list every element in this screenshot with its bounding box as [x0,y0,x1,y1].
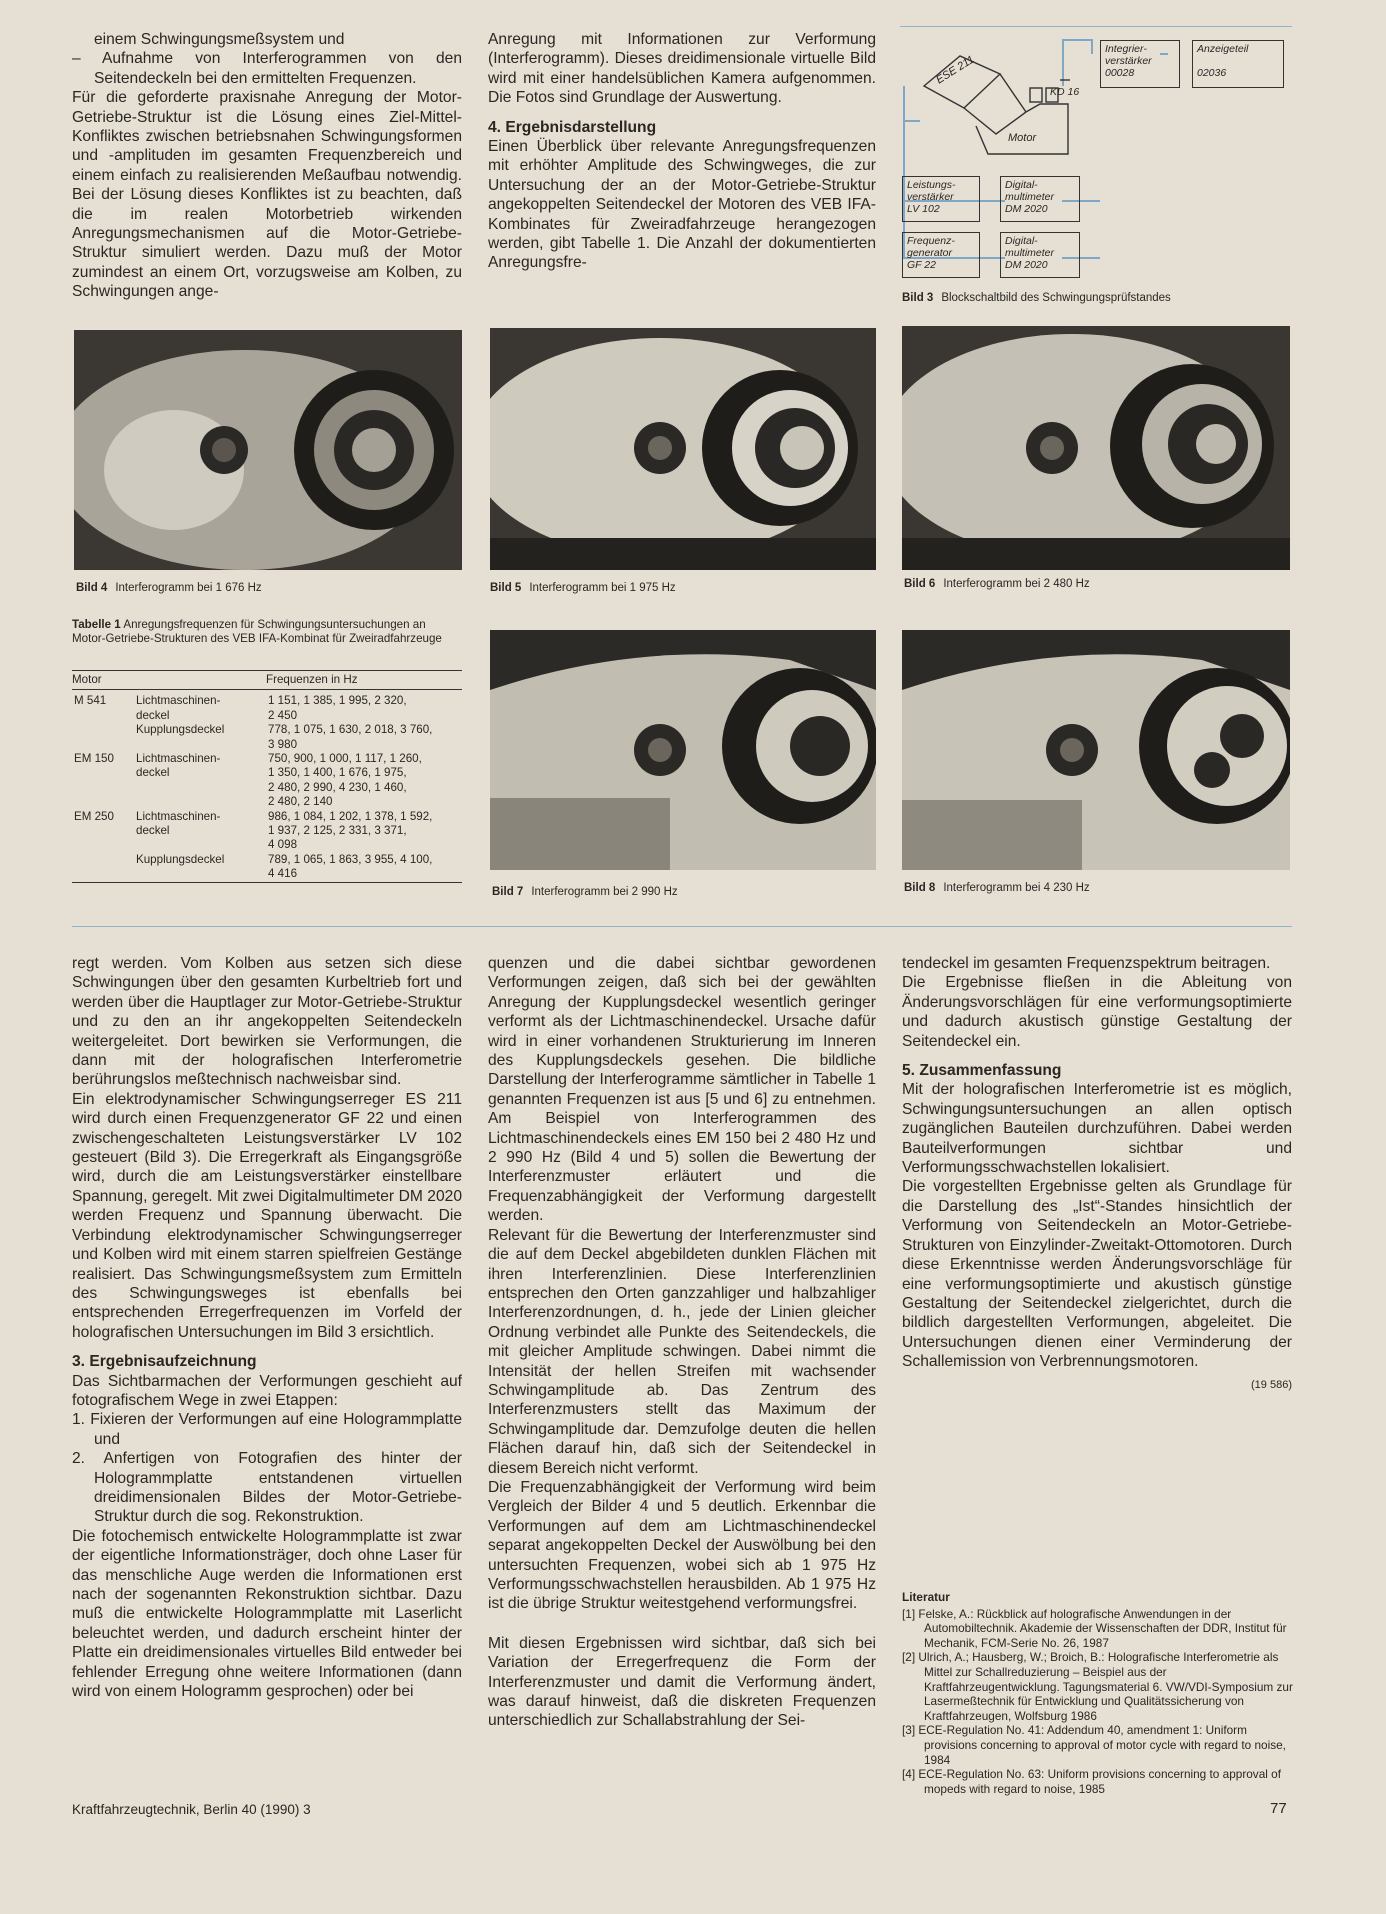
interferogram-photo [902,326,1290,570]
figure-caption [904,882,1090,894]
journal-footer: Kraftfahrzeugtechnik, Berlin 40 (1990) 3 [72,1802,311,1817]
table-row [72,752,462,810]
table-row [72,694,462,723]
display-unit-box: Anzeigeteil 02036 [1192,40,1284,88]
table-cell: Lichtmaschinen- deckel [136,694,221,722]
table-cell: Lichtmaschinen- deckel [136,752,221,780]
article-code: (19 586) [1251,1378,1292,1391]
reference-item: [4] ECE-Regulation No. 63: Uniform provisions concerning to approval of mopeds with regard to noise, 1985 [902,1767,1282,1796]
table-row [72,810,462,853]
table-cell: EM 250 [74,809,114,823]
paragraph: tendeckel im gesamten Frequenzspektrum beitragen. [902,955,1271,972]
paragraph: quenzen und die dabei sichtbar gewordenen Verformungen zeigen, daß sich bei der gewählten Anregung der Kupplungsdeckel wesentlich geringer verformt als der Lichtmaschinendeckel. Ursache dafür wird in einer vorhandenen Strukturierung im Inneren des Kupplungsdeckels gesehen. Die bildliche Darstellung der Interferogramme sämtlicher in Tabelle 1 genannten Frequenzen ist aus [5 und 6] zu entnehmen. Am Beispiel von Interferogrammen des Lichtmaschinendeckels eines EM 150 bei 2 480 Hz und 2 990 Hz (Bild 4 und 5) sollen die Bewertung der Interferenzmuster erläutert und die Frequenzabhängigkeit der Verformung dargestellt werden. [488,955,876,1225]
paragraph: Anregung mit Informationen zur Verformung (Interferogramm). Dieses dreidimensionale virtuelle Bild wird mit einer handelsüblichen Kamera aufgenommen. Die Fotos sind Grundlage der Auswertung. [488,31,876,107]
paragraph: Relevant für die Bewertung der Interferenzmuster sind die auf dem Deckel abgebildeten dunklen Flächen mit ihren Interferenzlinien. Diese Interferenzlinien entsprechen den Orten ganzzahliger und halbzahliger Interferenzordnungen, d. h., jede der Linien gleicher Ordnung verbindet alle Punkte des Seitendeckels, die mit gleicher Amplitude schwingen. Dabei nimmt die Intensität der hellen Streifen mit wachsender Schwingamplitude ab. Das Zentrum des Interferenzmusters stellt das Maximum der Schwingamplitude dar. Demzufolge deuten die hellen Flächen darauf hin, daß sich der Seitendeckel in diesem Bereich nicht verformt. [488,1226,876,1477]
integrating-amplifier-box: Integrier- verstärker 00028 [1100,40,1180,88]
figure-caption-text: Interferogramm bei 2 480 Hz [943,578,1090,590]
col2-bottom [488,954,876,1731]
figure-caption [490,582,676,594]
multimeter-box: Digital- multimeter DM 2020 [1000,232,1080,278]
table-cell: Kupplungsdeckel [136,852,225,866]
figure-caption [492,886,678,898]
table-cell: 789, 1 065, 1 863, 3 955, 4 100, 4 416 [268,852,433,881]
power-amplifier-box: Leistungs- verstärker LV 102 [902,176,980,222]
table-cell: Kupplungsdeckel [136,723,225,737]
table-caption [72,618,462,647]
interferogram-photo [490,328,876,570]
paragraph: Einen Überblick über relevante Anregungsfrequenzen mit erhöhter Amplitude des Schwingweges, die zur Untersuchung der an der Motor-Getriebe-Struktur angekoppelten Seitendeckel der Motoren des VEB IFA-Kombinates für Zweiradfahrzeuge herangezogen werden, gibt Tabelle 1. Die Anzahl der dokumentierten Anregungsfre- [488,138,876,272]
table-header: Motor [72,673,102,686]
paragraph: Die Ergebnisse fließen in die Ableitung von Änderungsvorschlägen für eine verformungsoptimierte und dadurch akustisch günstige Gestaltung der Seitendeckel ein. [902,974,1292,1050]
figure-caption-text: Interferogramm bei 1 676 Hz [115,582,262,594]
col1-top [72,30,462,302]
references [902,1590,1294,1796]
exciter-label: ESE 211 [934,53,977,87]
figure-number: Bild 5 [490,582,522,594]
interferogram-photo [490,630,876,870]
reference-item: [2] Ulrich, A.; Hausberg, W.; Broich, B.: Holografische Interferometrie als Mittel zur Schallreduzierung – Beispiel aus der Kraftfahrzeugentwicklung. Tagungsmaterial 6. VW/VDI-Symposium zur Lasermeßtechnik für Entwicklung und Qualitätssicherung von Kraftfahrzeugen, Wolfsburg 1986 [902,1650,1293,1723]
table-number: Tabelle 1 [72,618,121,631]
frequency-table [72,670,462,883]
interferogram-image [490,630,876,870]
list-item: 1. Fixieren der Verformungen auf eine Hologrammplatte und [72,1411,462,1448]
figure-number: Bild 4 [76,582,108,594]
table-cell: 750, 900, 1 000, 1 117, 1 260, 1 350, 1 400, 1 676, 1 975, 2 480, 2 990, 4 230, 1 460, 2 480, 2 140 [268,752,422,809]
page-number: 77 [1270,1800,1287,1817]
interferogram-image [74,330,462,570]
table-cell: 986, 1 084, 1 202, 1 378, 1 592, 1 937, 2 125, 2 331, 3 371, 4 098 [268,809,433,852]
paragraph: Mit der holografischen Interferometrie ist es möglich, Schwingungsuntersuchungen an allen optisch zugänglichen Bauteilen durchzuführen. Dabei werden Bauteilverformungen sichtbar und Verformungsschwachstellen lokalisiert. [902,1081,1292,1177]
interferogram-image [902,326,1290,570]
frequency-generator-box: Frequenz- generator GF 22 [902,232,980,278]
paragraph: Die fotochemisch entwickelte Hologrammplatte ist zwar der eigentliche Informationsträger, doch ohne Laser für das menschliche Auge werden die Informationen erst nach der sogenannten Rekonstruktion sichtbar. Dazu muß die entwickelte Hologrammplatte mit Laserlicht beleuchtet werden, und dadurch erscheint hinter der Platte ein dreidimensionales virtuelles Bild entweder bei fehlender Erregung ohne weitere Informationen (dann wird von einem Hologramm gesprochen) oder bei [72,1527,462,1701]
list-item: einem Schwingungsmeßsystem und [94,31,345,48]
interferogram-photo [74,330,462,570]
table-cell: 1 151, 1 385, 1 995, 2 320, 2 450 [268,694,407,722]
table-row [72,853,462,882]
paragraph: Ein elektrodynamischer Schwingungserreger ES 211 wird durch einen Frequenzgenerator GF 22 und einen zwischengeschalteten Leistungsverstärker LV 102 gesteuert (Bild 3). Die Erregerkraft als Eingangsgröße wird, durch die am Leistungsverstärker einstellbare Spannung, geregelt. Mit zwei Digitalmultimeter DM 2020 werden Frequenz und Spannung überwacht. Die Verbindung elektrodynamischer Schwingungserreger und Kolben wird mit einem starren spielfreien Gestänge realisiert. Das Schwingungsmeßsystem zum Ermitteln des Schwingungsweges ist ebenfalls bei entsprechenden Erregerfrequenzen im Vorfeld der holografischen Untersuchungen im Bild 3 ersichtlich. [72,1090,462,1341]
reference-item: [3] ECE-Regulation No. 41: Addendum 40, amendment 1: Uniform provisions concerning to approval of motor cycle with regard to noise, 1984 [902,1723,1286,1767]
multimeter-box: Digital- multimeter DM 2020 [1000,176,1080,222]
figure-caption [76,582,262,594]
section-heading: 3. Ergebnisaufzeichnung [72,1353,257,1371]
figure-caption [904,578,1090,590]
figure-number: Bild 7 [492,886,524,898]
table-cell: 778, 1 075, 1 630, 2 018, 3 760, 3 980 [268,723,433,751]
interferogram-image [902,630,1290,870]
paragraph: Die Frequenzabhängigkeit der Verformung wird beim Vergleich der Bilder 4 und 5 deutlich. Erkennbar die Verformungen auf dem am Lichtmaschinendeckel separat angekoppelten Deckel der Auswölbung bei den untersuchten Frequenzen, wobei sich ab 1 975 Hz Verformungsschwachstellen herausbilden. Ab 1 975 Hz ist die übrige Struktur weitestgehend verformungsfrei. [488,1478,876,1613]
paragraph: Mit diesen Ergebnissen wird sichtbar, daß sich bei Variation der Erregerfrequenz die Form der Interferenzmuster und damit die Verformung ändert, was darauf hinweist, daß die diskreten Frequenzen unterschiedlich zur Schallabstrahlung der Sei- [488,1634,876,1730]
reference-item: [1] Felske, A.: Rückblick auf holografische Anwendungen in der Automobiltechnik. Akademie der Wissenschaften der DDR, Institut für Mechanik, FCM-Serie No. 26, 1987 [902,1606,1287,1650]
list-item: 2. Anfertigen von Fotografien des hinter der Hologrammplatte entstandenen virtuellen dreidimensionalen Bildes der Motor-Getriebe-Struktur durch die sog. Rekonstruktion. [72,1450,462,1526]
figure-caption-text: Interferogramm bei 4 230 Hz [943,882,1090,894]
table-cell [72,853,134,882]
paragraph: Für die geforderte praxisnahe Anregung der Motor-Getriebe-Struktur ist die Lösung eines Ziel-Mittel-Konfliktes zwischen betriebsnahen Schwingungsformen und -amplituden im gesamten Frequenzbereich und einem einfach zu realisierenden Meßaufbau notwendig. Bei der Lösung dieses Konfliktes ist zu beachten, daß die im realen Motorbetrieb wirkenden Anregungsmechanismen auf die Motor-Getriebe-Struktur simuliert werden. Dazu muß der Motor zumindest an einem Ort, vorzugsweise am Kolben, zu Schwingungen ange- [72,89,462,301]
table-cell: Lichtmaschinen- deckel [136,809,221,838]
block-diagram [900,26,1292,288]
references-title: Literatur [902,1590,950,1604]
figure-number: Bild 8 [904,882,936,894]
figure-number: Bild 6 [904,578,936,590]
figure-caption-text: Interferogramm bei 2 990 Hz [531,886,678,898]
table-cell: M 541 [74,694,107,708]
section-heading: 4. Ergebnisdarstellung [488,118,657,136]
table-caption-text: Anregungsfrequenzen für Schwingungsuntersuchungen an Motor-Getriebe-Strukturen des VEB IFA-Kombinat für Zweiradfahrzeuge [72,618,442,646]
figure-caption-text: Blockschaltbild des Schwingungsprüfstandes [941,292,1171,304]
transducer-label: KD 16 [1050,86,1080,98]
col3-bottom [902,954,1292,1395]
list-item: – Aufnahme von Interferogrammen von den Seitendeckeln bei den ermittelten Frequenzen. [72,50,462,87]
figure-caption-text: Interferogramm bei 1 975 Hz [529,582,676,594]
col2-top [488,30,876,273]
section-rule [72,926,1292,927]
figure-number: Bild 3 [902,292,934,304]
section-heading: 5. Zusammenfassung [902,1062,1062,1080]
table-cell [72,723,134,752]
table-header: Frequenzen in Hz [266,673,358,686]
paragraph: regt werden. Vom Kolben aus setzen sich diese Schwingungen über den gesamten Kurbeltrieb fort und werden über die Hauptlager zur Motor-Getriebe-Struktur und zu den an ihr angekoppelten Seitendeckeln weitergeleitet. Dort bewirken sie Verformungen, die dann mit der holografischen Interferometrie berührungslos meßtechnisch nachweisbar sind. [72,955,462,1089]
paragraph: Die vorgestellten Ergebnisse gelten als Grundlage für die Darstellung des „Ist“-Standes hinsichtlich der Verformung von Seitendeckeln an Motor-Getriebe-Strukturen von Einzylinder-Zweitakt-Ottomotoren. Durch diese Erkenntnisse werden Änderungsvorschläge für eine verformungsoptimierte und akustisch günstige Gestaltung der Seitendeckel zielgerichtet, durch die bildlich dargestellten Verformungen, abgeleitet. Die Untersuchungen dienen einer Verminderung der Schallemission von Verbrennungsmotoren. [902,1178,1292,1371]
motor-label: Motor [1008,132,1037,144]
paragraph: Das Sichtbarmachen der Verformungen geschieht auf fotografischem Wege in zwei Etappen: [72,1372,462,1409]
interferogram-image [490,328,876,570]
table-row [72,723,462,752]
figure-caption [902,292,1171,304]
table-cell: EM 150 [74,752,114,766]
col1-bottom [72,954,462,1701]
interferogram-photo [902,630,1290,870]
